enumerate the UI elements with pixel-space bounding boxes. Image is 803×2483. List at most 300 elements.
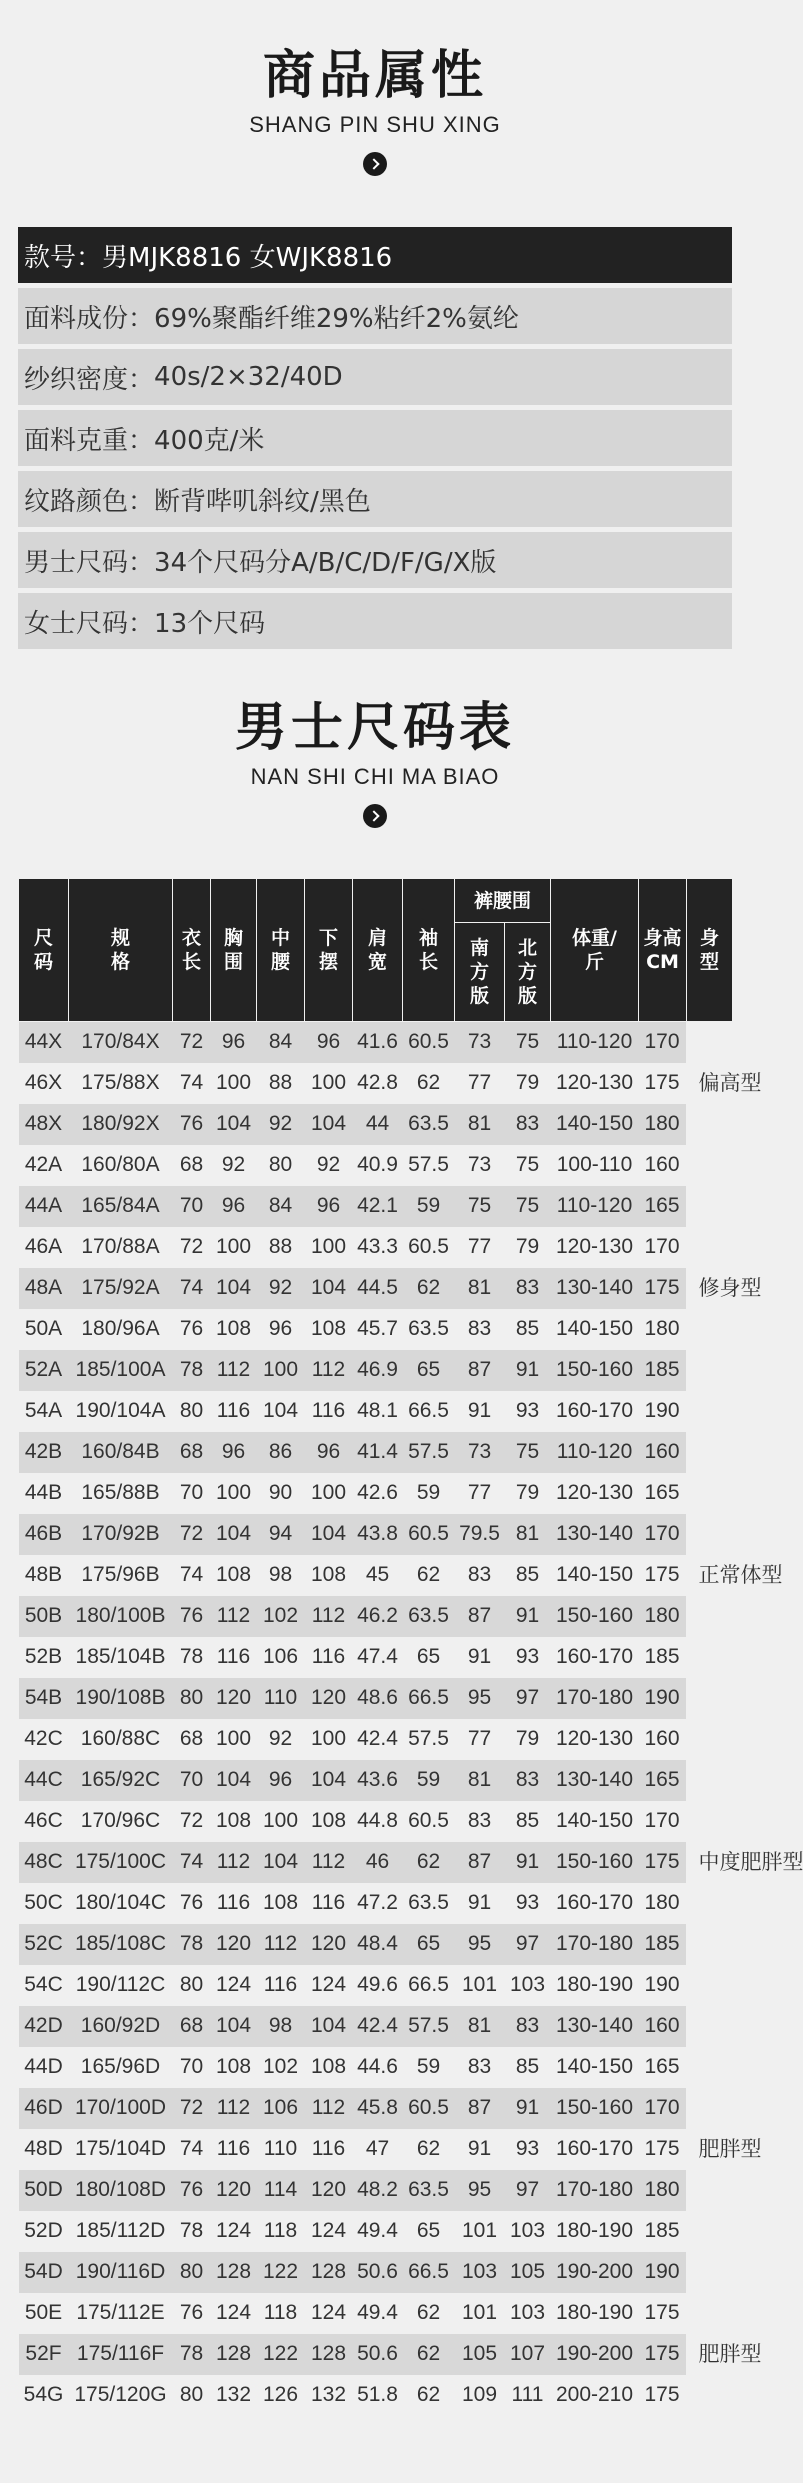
cell-shoulder: 42.4 [357,2014,398,2037]
cell-weight: 110-120 [556,1194,633,1217]
table-row [19,2129,733,2170]
cell-shoulder: 43.8 [357,1522,398,1545]
cell-shoulder: 50.6 [357,2260,398,2283]
cell-shoulder: 40.9 [357,1153,398,1176]
header-shoulder: 肩宽 [353,879,403,1022]
table-row [19,2170,733,2211]
cell-length: 74 [179,1563,204,1586]
cell-north: 93 [515,1645,540,1668]
cell-sleeve: 60.5 [408,1522,449,1545]
cell-chest: 132 [215,2383,252,2406]
header-north: 北方版 [505,923,551,1022]
table-row [19,1883,733,1924]
cell-height: 160 [644,1727,680,1750]
cell-hem: 104 [310,1768,347,1791]
cell-length: 68 [179,1727,204,1750]
cell-south: 95 [467,2178,492,2201]
cell-size: 54A [24,1399,63,1422]
cell-height: 160 [644,2014,680,2037]
size-chart-subtitle: NAN SHI CHI MA BIAO [250,764,500,789]
cell-weight: 160-170 [555,1645,634,1668]
cell-shoulder: 43.6 [357,1768,398,1791]
cell-weight: 140-150 [555,1112,634,1135]
cell-hem: 100 [310,1235,347,1258]
cell-hem: 104 [310,1276,347,1299]
cell-length: 68 [179,1153,204,1176]
cell-spec: 170/96C [80,1809,161,1832]
cell-waist: 100 [262,1358,299,1381]
cell-hem: 112 [311,1604,346,1627]
cell-height: 190 [644,2260,680,2283]
cell-shoulder: 49.4 [357,2301,398,2324]
cell-hem: 128 [310,2260,347,2283]
cell-size: 44X [24,1030,63,1054]
cell-height: 180 [644,1604,680,1627]
cell-north: 85 [515,1317,540,1340]
cell-south: 77 [467,1727,492,1750]
cell-waist: 98 [268,1563,293,1586]
table-row [19,1555,733,1596]
cell-chest: 112 [216,1358,251,1381]
cell-length: 80 [179,2383,204,2406]
cell-chest: 104 [215,2014,252,2037]
header-sleeve: 袖长 [403,879,455,1022]
cell-chest: 124 [215,2301,252,2324]
cell-north: 83 [515,2014,540,2037]
cell-hem: 96 [316,1030,341,1054]
cell-north: 111 [511,2383,544,2406]
cell-south: 87 [467,2096,492,2119]
attribute-value: 断背哔叽斜纹/黑色 [154,486,371,517]
cell-chest: 108 [215,1809,252,1832]
cell-chest: 124 [215,2219,252,2242]
header-south: 南方版 [455,923,505,1022]
cell-height: 170 [644,2096,680,2119]
cell-south: 81 [467,2014,492,2037]
cell-sleeve: 63.5 [408,1112,449,1135]
cell-length: 72 [179,2096,204,2119]
cell-length: 70 [179,1481,204,1504]
cell-waist: 100 [262,1809,299,1832]
cell-chest: 124 [215,1973,252,1996]
cell-shoulder: 44.6 [357,2055,398,2078]
cell-length: 78 [179,1932,204,1955]
cell-spec: 160/88C [80,1727,161,1750]
cell-length: 76 [179,1317,204,1340]
table-row [19,1391,733,1432]
cell-length: 80 [179,1686,204,1709]
cell-spec: 175/116F [76,2342,165,2365]
cell-height: 165 [644,1194,680,1217]
cell-length: 74 [179,1276,204,1299]
attribute-label: 纱织密度 ： [24,359,154,396]
cell-south: 83 [467,2055,492,2078]
cell-sleeve: 63.5 [408,2178,449,2201]
cell-weight: 120-130 [555,1481,634,1504]
cell-sleeve: 59 [416,2055,441,2078]
cell-length: 80 [179,1973,204,1996]
cell-weight: 100-110 [556,1153,633,1176]
cell-size: 42C [24,1727,63,1750]
cell-weight: 160-170 [555,2137,634,2160]
cell-weight: 110-120 [556,1440,633,1463]
cell-spec: 175/112E [76,2301,165,2324]
cell-spec: 165/92C [80,1768,161,1791]
cell-shoulder: 48.1 [357,1399,398,1422]
cell-size: 54D [24,2260,63,2283]
header-length: 衣长 [173,879,211,1022]
cell-height: 190 [644,1973,680,1996]
attributes-header [0,44,750,176]
cell-sleeve: 60.5 [408,2096,449,2119]
cell-hem: 112 [311,2096,346,2119]
cell-north: 75 [515,1440,540,1463]
cell-length: 76 [179,1112,204,1135]
cell-north: 81 [515,1522,540,1545]
cell-height: 165 [644,2055,680,2078]
cell-sleeve: 62 [416,2137,441,2160]
cell-south: 105 [461,2342,498,2365]
cell-sleeve: 59 [416,1481,441,1504]
table-row [19,2006,733,2047]
cell-length: 72 [179,1235,204,1258]
cell-size: 52B [24,1645,63,1668]
cell-shoulder: 44 [365,1112,390,1135]
size-chart-header [0,696,750,828]
cell-hem: 124 [310,1973,347,1996]
cell-south: 81 [467,1112,492,1135]
cell-length: 74 [179,1071,204,1094]
cell-weight: 170-180 [555,2178,634,2201]
cell-hem: 96 [316,1194,341,1217]
cell-hem: 100 [310,1071,347,1094]
cell-weight: 110-120 [556,1030,633,1054]
cell-spec: 165/84A [81,1194,160,1217]
table-row [19,1514,733,1555]
cell-waist: 92 [268,1112,293,1135]
table-row [19,1350,733,1391]
cell-hem: 108 [310,1317,347,1340]
cell-north: 105 [509,2260,546,2283]
cell-sleeve: 63.5 [408,1604,449,1627]
cell-length: 72 [179,1809,204,1832]
cell-south: 83 [467,1563,492,1586]
cell-shoulder: 47.4 [357,1645,398,1668]
attribute-label: 女士尺码 ： [24,603,154,640]
cell-weight: 130-140 [555,1768,634,1791]
cell-sleeve: 62 [416,1850,441,1873]
cell-size: 44C [24,1768,63,1791]
cell-south: 73 [467,1030,492,1054]
size-chart-title: 男士尺码表 [234,698,515,758]
cell-size: 52C [24,1932,63,1955]
table-row [19,1719,733,1760]
cell-length: 70 [179,2055,204,2078]
cell-chest: 108 [215,1317,252,1340]
cell-chest: 128 [215,2260,252,2283]
cell-spec: 185/112D [75,2219,166,2242]
cell-length: 68 [179,1440,204,1463]
cell-length: 76 [179,1604,204,1627]
cell-spec: 190/116D [75,2260,166,2283]
cell-weight: 160-170 [555,1891,634,1914]
cell-shoulder: 45.7 [357,1317,398,1340]
cell-sleeve: 62 [416,1563,441,1586]
table-row [19,1309,733,1350]
cell-length: 72 [179,1522,204,1545]
table-row [19,1022,733,1063]
cell-weight: 140-150 [555,2055,634,2078]
table-row [19,1965,733,2006]
body-type-cell: 肥胖型 [687,2006,733,2293]
cell-weight: 140-150 [555,1563,634,1586]
cell-height: 160 [644,1440,680,1463]
cell-south: 101 [461,1973,498,1996]
table-row [19,1186,733,1227]
cell-hem: 120 [310,1686,347,1709]
cell-south: 95 [467,1932,492,1955]
cell-hem: 132 [310,2383,347,2406]
cell-weight: 190-200 [555,2342,634,2365]
cell-chest: 120 [215,1686,252,1709]
cell-hem: 116 [311,2137,346,2160]
cell-height: 175 [644,1850,680,1873]
cell-shoulder: 42.8 [357,1071,398,1094]
cell-sleeve: 62 [416,2383,441,2406]
cell-length: 80 [179,2260,204,2283]
cell-waist: 96 [268,1768,293,1791]
header-body-type: 身型 [687,879,733,1022]
cell-north: 83 [515,1276,540,1299]
cell-sleeve: 66.5 [408,2260,449,2283]
cell-north: 91 [515,1358,540,1381]
cell-north: 79 [515,1235,540,1258]
cell-north: 103 [509,2219,546,2242]
table-row [19,2293,733,2334]
cell-size: 48X [24,1112,63,1135]
cell-north: 103 [509,2301,546,2324]
cell-hem: 120 [310,2178,347,2201]
cell-spec: 180/104C [74,1891,167,1914]
cell-size: 42D [24,2014,63,2037]
cell-sleeve: 62 [416,1276,441,1299]
cell-weight: 130-140 [555,1276,634,1299]
header-trouser-waist: 裤腰围 [455,879,551,923]
cell-size: 48D [24,2137,63,2160]
header-weight: 体重/斤 [551,879,639,1022]
cell-size: 48A [24,1276,63,1299]
cell-size: 50E [24,2301,63,2324]
cell-size: 46C [24,1809,63,1832]
cell-south: 101 [461,2301,498,2324]
cell-chest: 116 [216,1891,251,1914]
cell-size: 50C [24,1891,63,1914]
cell-chest: 96 [221,1440,246,1463]
cell-chest: 108 [215,1563,252,1586]
cell-sleeve: 66.5 [408,1973,449,1996]
cell-north: 75 [515,1194,540,1217]
cell-size: 46X [24,1071,63,1094]
cell-chest: 100 [215,1071,252,1094]
cell-height: 175 [644,2342,680,2365]
cell-hem: 104 [310,2014,347,2037]
cell-height: 180 [644,1891,680,1914]
table-row [19,1760,733,1801]
cell-north: 91 [515,1850,540,1873]
cell-spec: 180/96A [81,1317,160,1340]
cell-length: 76 [179,1891,204,1914]
header-spec: 规格 [69,879,173,1022]
cell-hem: 100 [310,1481,347,1504]
cell-size: 50A [24,1317,63,1340]
cell-south: 81 [467,1768,492,1791]
cell-height: 180 [644,1317,680,1340]
cell-height: 175 [644,1563,680,1586]
cell-waist: 116 [263,1973,298,1996]
table-row [19,2211,733,2252]
cell-length: 76 [179,2178,204,2201]
cell-spec: 170/92B [81,1522,160,1545]
cell-waist: 108 [262,1891,299,1914]
cell-chest: 116 [216,1645,251,1668]
cell-chest: 120 [215,1932,252,1955]
cell-sleeve: 57.5 [408,1440,449,1463]
cell-south: 79.5 [459,1522,500,1545]
cell-north: 83 [515,1768,540,1791]
cell-sleeve: 66.5 [408,1686,449,1709]
cell-sleeve: 59 [416,1194,441,1217]
cell-weight: 190-200 [555,2260,634,2283]
cell-height: 185 [644,2219,680,2242]
cell-south: 95 [467,1686,492,1709]
cell-waist: 106 [262,2096,299,2119]
cell-north: 97 [515,1686,540,1709]
cell-waist: 90 [268,1481,293,1504]
cell-sleeve: 57.5 [408,1727,449,1750]
cell-weight: 170-180 [555,1932,634,1955]
cell-height: 185 [644,1358,680,1381]
cell-size: 48B [24,1563,63,1586]
attribute-value: 13个尺码 [154,608,266,639]
cell-shoulder: 42.6 [357,1481,398,1504]
cell-south: 91 [467,2137,492,2160]
cell-south: 75 [467,1194,492,1217]
cell-sleeve: 60.5 [408,1030,449,1054]
cell-chest: 100 [215,1235,252,1258]
cell-spec: 175/96B [81,1563,160,1586]
cell-spec: 185/104B [75,1645,166,1668]
cell-waist: 88 [268,1235,293,1258]
cell-size: 46A [24,1235,63,1258]
attribute-value: 男MJK8816 女WJK8816 [102,242,393,273]
attribute-row [18,532,732,588]
cell-length: 68 [179,2014,204,2037]
cell-size: 54B [24,1686,63,1709]
cell-waist: 102 [262,1604,299,1627]
header-waist: 中腰 [257,879,305,1022]
cell-shoulder: 41.4 [357,1440,398,1463]
cell-north: 85 [515,1563,540,1586]
cell-chest: 104 [215,1768,252,1791]
cell-north: 97 [515,1932,540,1955]
cell-hem: 108 [310,1563,347,1586]
attributes-subtitle: SHANG PIN SHU XING [249,112,501,137]
cell-waist: 96 [268,1317,293,1340]
cell-waist: 126 [262,2383,299,2406]
cell-spec: 190/104A [75,1399,166,1422]
cell-north: 85 [515,1809,540,1832]
cell-waist: 122 [262,2342,299,2365]
cell-chest: 104 [215,1522,252,1545]
cell-height: 160 [644,1153,680,1176]
cell-hem: 104 [310,1112,347,1135]
cell-shoulder: 46.2 [357,1604,398,1627]
cell-shoulder: 44.8 [357,1809,398,1832]
cell-waist: 122 [262,2260,299,2283]
cell-south: 87 [467,1358,492,1381]
header-height: 身高CM [639,879,687,1022]
attributes-title: 商品属性 [262,46,487,106]
cell-south: 109 [461,2383,498,2406]
cell-waist: 104 [262,1850,299,1873]
cell-south: 91 [467,1645,492,1668]
cell-south: 77 [467,1071,492,1094]
cell-shoulder: 42.1 [357,1194,398,1217]
attribute-value: 69%聚酯纤维29%粘纤2%氨纶 [154,303,519,334]
cell-south: 103 [461,2260,498,2283]
header-chest: 胸围 [211,879,257,1022]
cell-size: 44A [24,1194,63,1217]
cell-size: 52F [25,2342,62,2365]
cell-spec: 180/108D [74,2178,167,2201]
cell-chest: 104 [215,1276,252,1299]
attributes-list [18,227,732,654]
cell-waist: 86 [268,1440,293,1463]
cell-chest: 120 [215,2178,252,2201]
cell-sleeve: 66.5 [408,1399,449,1422]
cell-north: 79 [515,1071,540,1094]
cell-hem: 120 [310,1932,347,1955]
cell-chest: 100 [215,1481,252,1504]
cell-spec: 160/92D [80,2014,161,2037]
cell-spec: 190/112C [75,1973,166,1996]
cell-spec: 170/88A [81,1235,160,1258]
header-hem: 下摆 [305,879,353,1022]
cell-height: 175 [644,2383,680,2406]
cell-sleeve: 65 [416,1645,441,1668]
body-type-cell: 中度肥胖型 [687,1719,733,2006]
cell-length: 80 [179,1399,204,1422]
cell-north: 75 [515,1030,540,1054]
cell-size: 50D [24,2178,63,2201]
cell-height: 175 [644,1071,680,1094]
cell-hem: 96 [316,1440,341,1463]
cell-north: 79 [515,1481,540,1504]
attribute-label: 面料克重 ： [24,420,154,457]
cell-size: 46B [24,1522,63,1545]
chevron-right-icon [363,152,387,176]
table-row [19,1678,733,1719]
cell-size: 50B [24,1604,63,1627]
cell-south: 87 [467,1850,492,1873]
cell-hem: 100 [310,1727,347,1750]
cell-sleeve: 63.5 [408,1317,449,1340]
cell-chest: 108 [215,2055,252,2078]
table-row [19,1596,733,1637]
cell-hem: 116 [311,1891,346,1914]
table-row [19,1268,733,1309]
cell-spec: 170/100D [74,2096,167,2119]
